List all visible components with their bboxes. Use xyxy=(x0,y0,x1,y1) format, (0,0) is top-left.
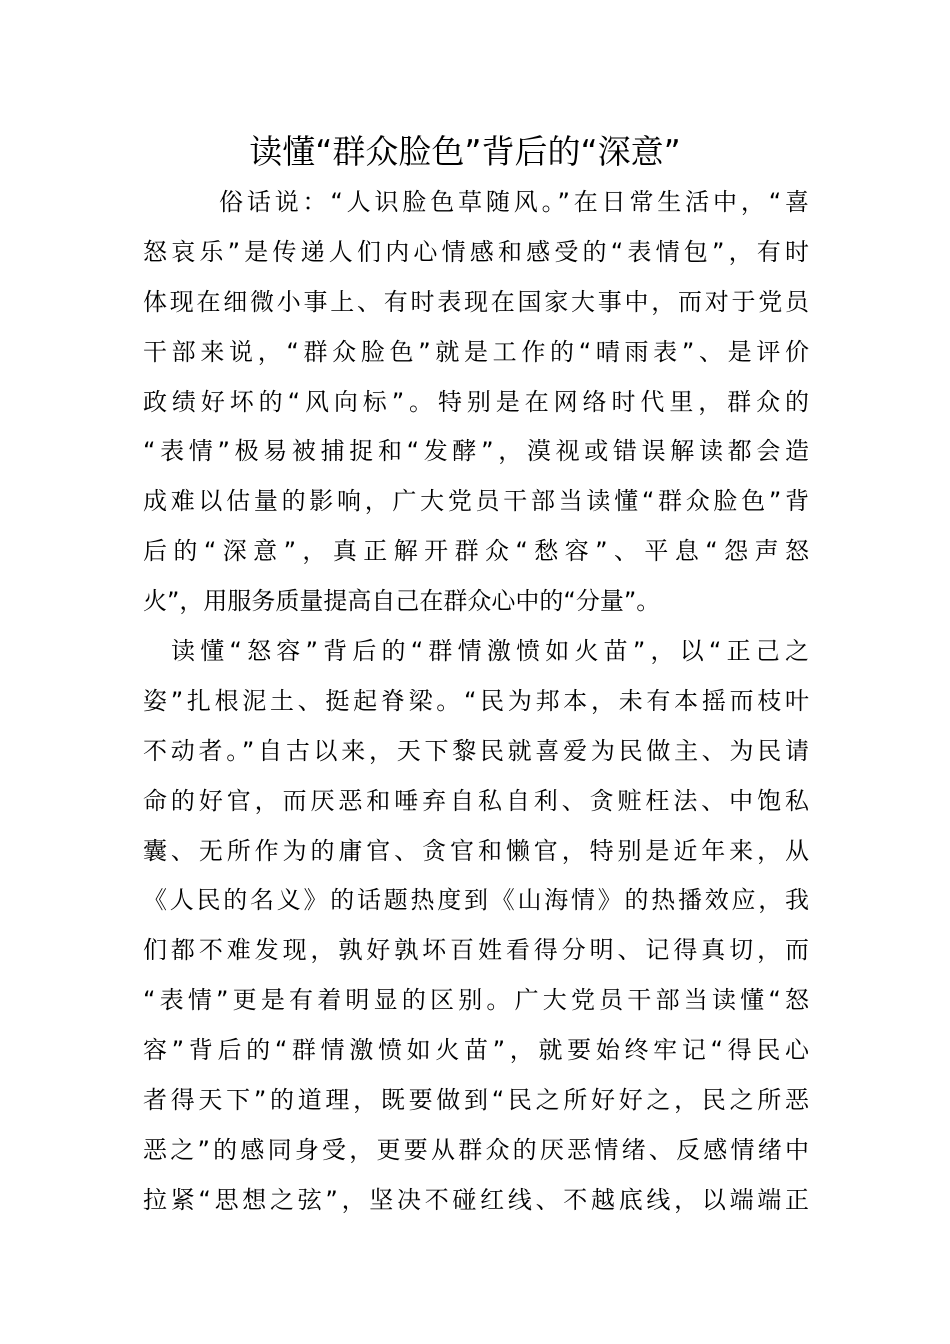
text-line: “表情”极易被捕捉和“发酵”，漠视或错误解读都会造 xyxy=(143,437,809,466)
text-line: 后的“深意”，真正解开群众“愁容”、平息“怨声怒 xyxy=(143,537,809,566)
text-line: 命的好官，而厌恶和唾弃自私自利、贪赃枉法、中饱私 xyxy=(143,786,809,815)
text-line: 者得天下”的道理，既要做到“民之所好好之，民之所恶 xyxy=(143,1086,809,1115)
text-line: 成难以估量的影响，广大党员干部当读懂“群众脸色”背 xyxy=(143,487,809,516)
text-line: 姿”扎根泥土、挺起脊梁。“民为邦本，未有本摇而枝叶 xyxy=(143,686,809,715)
text-line: “表情”更是有着明显的区别。广大党员干部当读懂“怒 xyxy=(143,986,809,1015)
text-line: 怒哀乐”是传递人们内心情感和感受的“表情包”，有时 xyxy=(143,237,809,266)
text-line: 《人民的名义》的话题热度到《山海情》的热播效应，我 xyxy=(143,886,809,915)
text-line: 拉紧“思想之弦”，坚决不碰红线、不越底线，以端端正 xyxy=(143,1185,809,1214)
text-line: 体现在细微小事上、有时表现在国家大事中，而对于党员 xyxy=(143,287,809,316)
text-line: 干部来说，“群众脸色”就是工作的“晴雨表”、是评价 xyxy=(143,337,809,366)
text-line: 俗话说：“人识脸色草随风。”在日常生活中，“喜 xyxy=(219,188,809,216)
text-line: 不动者。”自古以来，天下黎民就喜爱为民做主、为民请 xyxy=(143,736,809,765)
text-line: 们都不难发现，孰好孰坏百姓看得分明、记得真切，而 xyxy=(143,936,809,965)
paragraph-1 xyxy=(143,178,809,627)
document-title: 读懂“群众脸色”背后的“深意” xyxy=(249,132,681,171)
text-line: 读懂“怒容”背后的“群情激愤如火苗”，以“正己之 xyxy=(171,637,809,666)
text-line: 囊、无所作为的庸官、贪官和懒官，特别是近年来，从 xyxy=(143,836,809,865)
text-line: 政绩好坏的“风向标”。特别是在网络时代里，群众的 xyxy=(143,387,809,416)
text-line: 火”，用服务质量提高自己在群众心中的“分量”。 xyxy=(143,587,661,616)
text-line: 容”背后的“群情激愤如火苗”，就要始终牢记“得民心 xyxy=(143,1036,809,1065)
document-body xyxy=(143,178,809,1226)
text-line: 恶之”的感同身受，更要从群众的厌恶情绪、反感情绪中 xyxy=(143,1135,809,1164)
paragraph-2 xyxy=(143,627,809,1226)
